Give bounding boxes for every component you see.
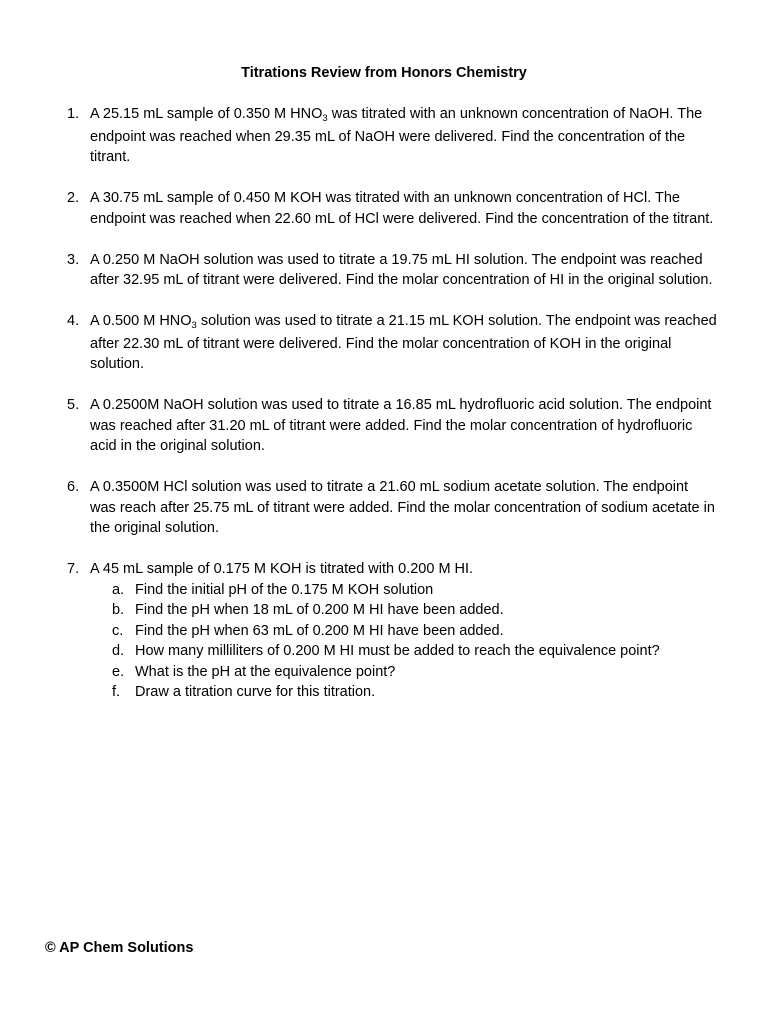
subpart-e: [90, 662, 717, 683]
subpart-letter: b.: [112, 602, 125, 618]
subscript: 3: [322, 113, 328, 124]
subpart-text: How many milliliters of 0.200 M HI must be added to reach the equivalence point?: [135, 643, 660, 659]
question-text-part: A 0.500 M HNO: [90, 313, 192, 329]
question-text: [90, 104, 717, 168]
question-text: A 30.75 mL sample of 0.450 M KOH was titrated with an unknown concentration of HCl. The endpoint was reached when 22.60 mL of HCl were delivered. Find the concentration of the titrant.: [90, 190, 714, 227]
question-text: A 0.2500M NaOH solution was used to titrate a 16.85 mL hydrofluoric acid solution. The endpoint was reached after 31.20 mL of titrant were added. Find the molar concentration of hydrofluoric acid in the original solution.: [90, 397, 712, 454]
question-number: 4.: [67, 313, 80, 329]
question-text: A 0.250 M NaOH solution was used to titrate a 19.75 mL HI solution. The endpoint was reached after 32.95 mL of titrant were delivered. Find the molar concentration of HI in the original solution.: [90, 251, 713, 288]
question-number: 1.: [67, 106, 80, 122]
subpart-text: Find the initial pH of the 0.175 M KOH solution: [135, 581, 434, 598]
question-1: [67, 104, 717, 168]
subpart-letter: f.: [112, 684, 121, 700]
subpart-f: [90, 682, 717, 703]
subpart-a: [90, 580, 717, 601]
subpart-letter: d.: [112, 643, 125, 659]
question-text-part: A 25.15 mL sample of 0.350 M HNO: [90, 106, 323, 122]
question-text: A 0.3500M HCl solution was used to titrate a 21.60 mL sodium acetate solution. The endpoint was reach after 25.75 mL of titrant were added. Find the molar concentration of sodium acetate in the original solution.: [90, 479, 715, 536]
question-3: [67, 250, 717, 291]
question-text-part: solution was used to titrate a 21.15 mL KOH solution. The endpoint was reached after 22.30 mL of titrant were delivered. Find the molar concentration of KOH in the original solution.: [90, 313, 717, 372]
subpart-list: [90, 580, 717, 703]
question-text-part: was titrated with an unknown concentration of NaOH. The endpoint was reached when 29.35 mL of NaOH were delivered. Find the concentration of the titrant.: [90, 106, 703, 165]
subpart-text: Find the pH when 18 mL of 0.200 M HI have been added.: [135, 602, 504, 618]
subpart-c: [90, 621, 717, 642]
subpart-d: [90, 641, 717, 662]
subpart-text: Find the pH when 63 mL of 0.200 M HI have been added.: [135, 622, 504, 639]
subpart-text: Draw a titration curve for this titration.: [135, 684, 376, 700]
question-text: [90, 311, 717, 375]
question-number: 3.: [67, 251, 80, 268]
subpart-text: What is the pH at the equivalence point?: [135, 663, 396, 680]
subpart-letter: a.: [112, 581, 125, 598]
subscript: 3: [191, 320, 197, 331]
question-list: [67, 104, 717, 723]
question-number: 7.: [67, 561, 80, 577]
question-6: [67, 477, 717, 539]
question-text: A 45 mL sample of 0.175 M KOH is titrated with 0.200 M HI.: [90, 561, 474, 577]
question-number: 2.: [67, 190, 80, 206]
question-7: [67, 559, 717, 703]
copyright-footer: © AP Chem Solutions: [45, 940, 194, 956]
question-5: [67, 395, 717, 457]
question-4: [67, 311, 717, 375]
subpart-letter: e.: [112, 663, 125, 680]
question-number: 6.: [67, 479, 80, 495]
subpart-letter: c.: [112, 622, 124, 639]
question-2: [67, 188, 717, 229]
question-number: 5.: [67, 397, 80, 413]
page-title: Titrations Review from Honors Chemistry: [241, 65, 527, 81]
subpart-b: [90, 600, 717, 621]
